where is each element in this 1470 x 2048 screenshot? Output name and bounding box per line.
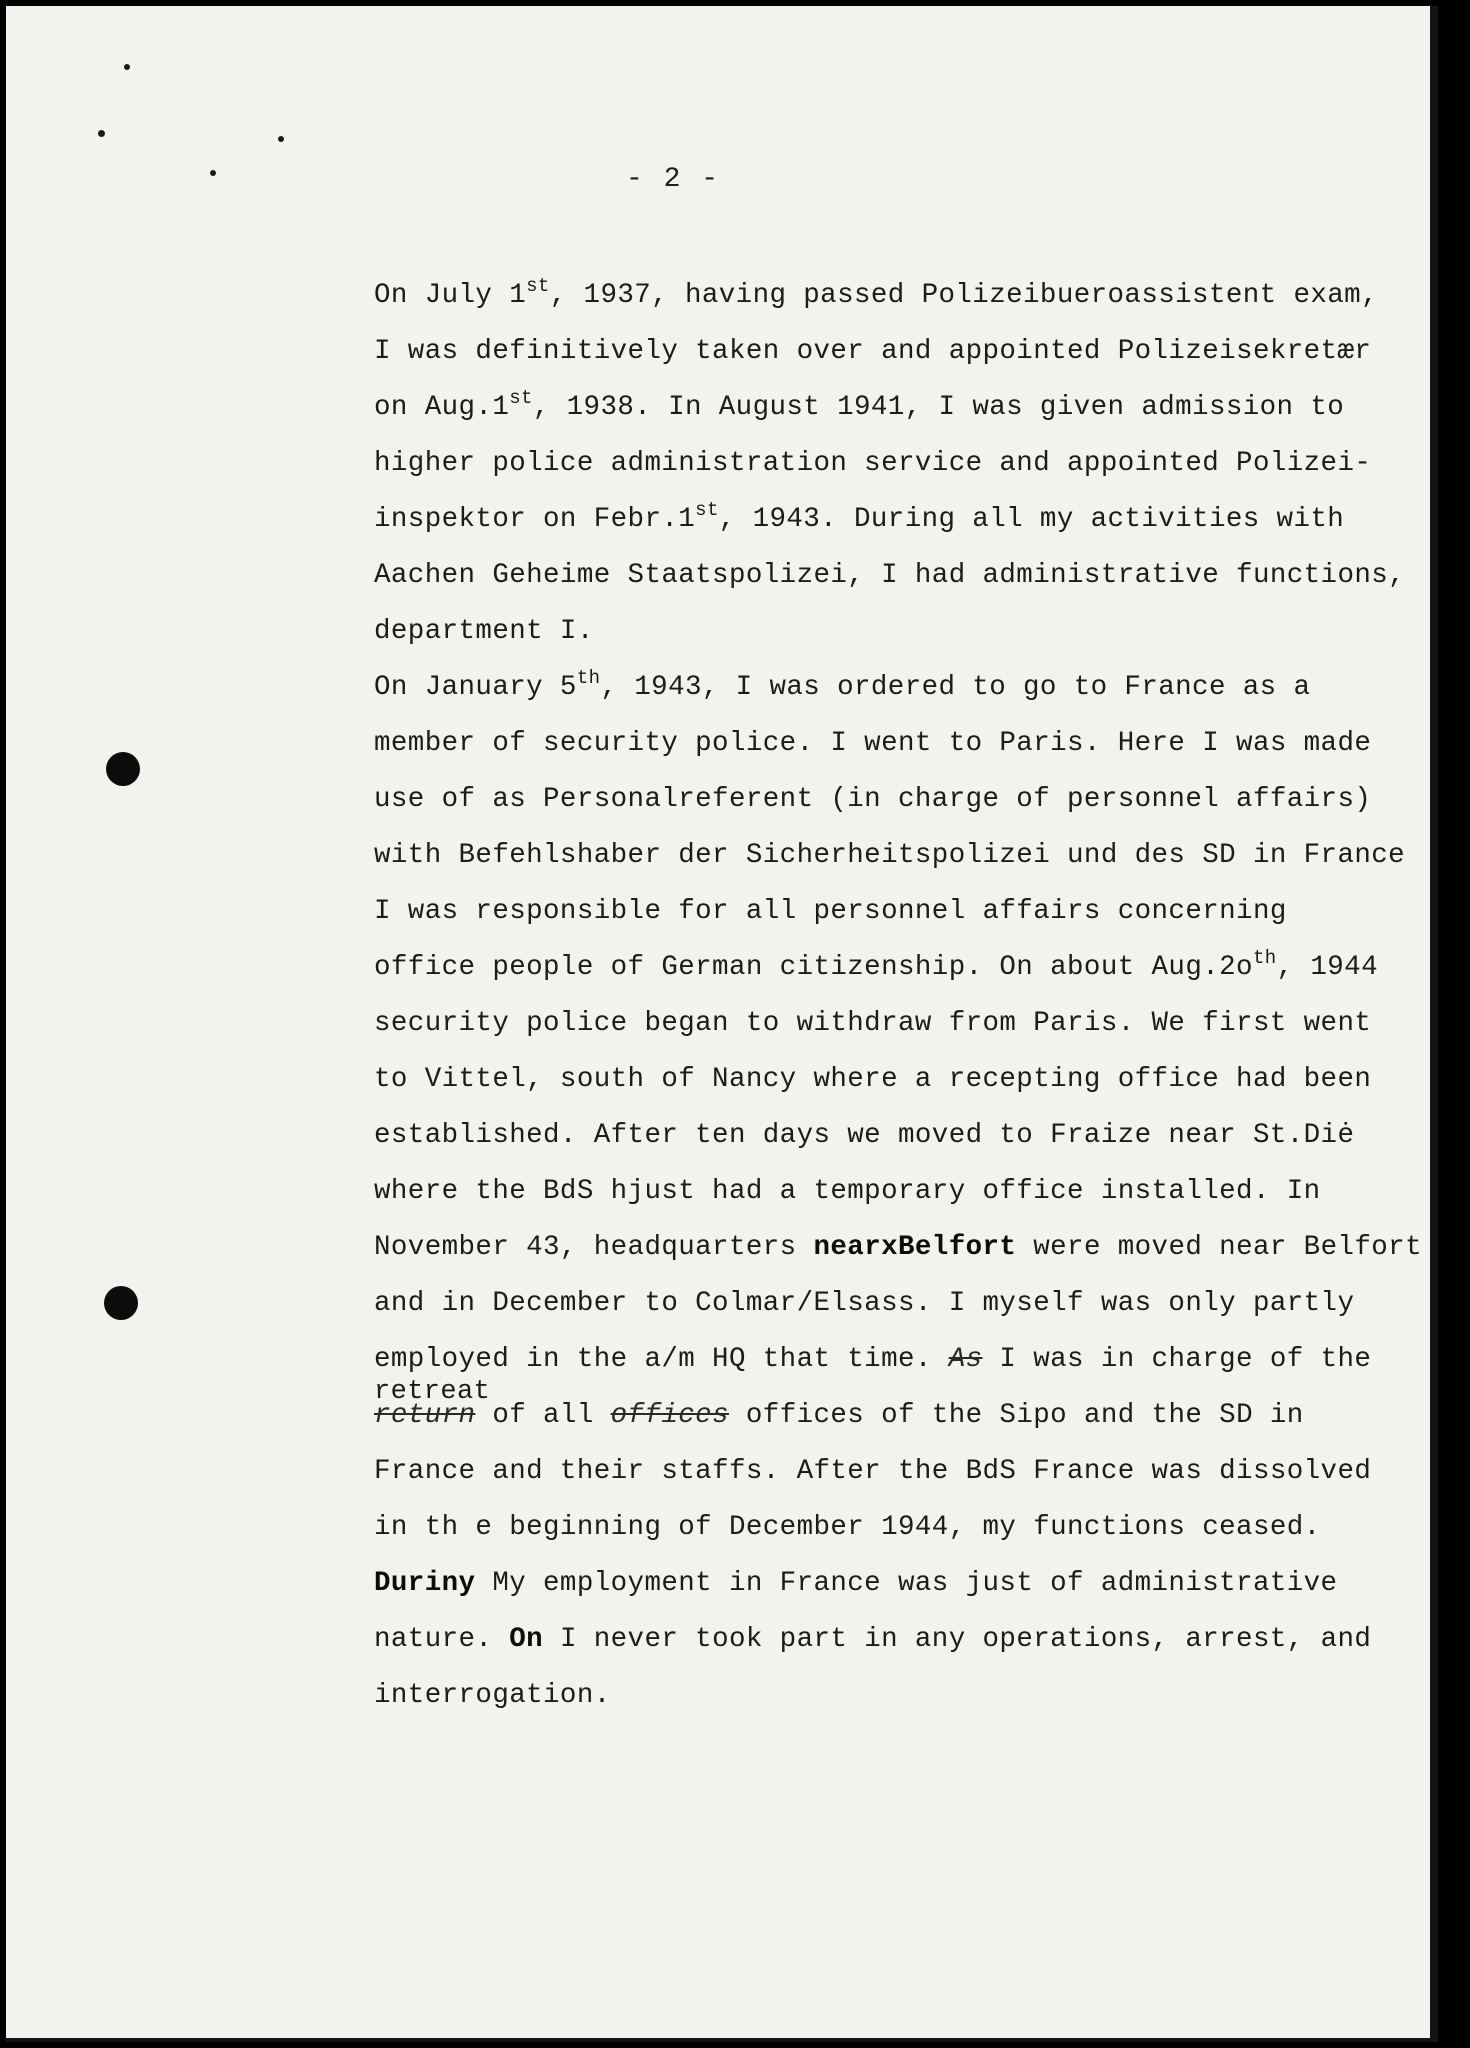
ink-speck xyxy=(124,64,130,70)
text-line: and in December to Colmar/Elsass. I myself was only partly xyxy=(374,1288,1355,1319)
text-line: where the BdS hjust had a temporary office installed. In xyxy=(374,1176,1321,1207)
text-line: to Vittel, south of Nancy where a recepting office had been xyxy=(374,1064,1372,1095)
punch-hole-upper xyxy=(106,752,140,786)
text-line: inspektor on Febr.1st, 1943. During all my activities with xyxy=(374,499,1345,535)
text-line: higher police administration service and appointed Polizei- xyxy=(374,448,1372,479)
text-line: November 43, headquarters nearxBelfort were moved near Belfort xyxy=(374,1232,1422,1263)
page-number: - 2 - xyxy=(626,164,721,195)
struck-out-text: On xyxy=(509,1624,544,1655)
text-line: I was definitively taken over and appointed Polizeisekretær xyxy=(374,336,1372,367)
typed-letter-body xyxy=(374,268,1422,1724)
document-page xyxy=(6,6,1438,2042)
struck-out-text: Duriny xyxy=(374,1568,476,1599)
text-line: office people of German citizenship. On about $Aug.2o^{th}$, 1944 xyxy=(374,947,1378,983)
text-line: I was responsible for all personnel affairs concerning xyxy=(374,896,1287,927)
ink-speck xyxy=(278,136,284,142)
text-line: department I. xyxy=(374,616,594,647)
text-line: use of as Personalreferent (in charge of personnel affairs) xyxy=(374,784,1372,815)
interlinear-insertion: retreat xyxy=(374,1377,491,1407)
text-line: retreat return of all offices offices of the Sipo and the SD in xyxy=(374,1377,1304,1431)
text-line: established. After ten days we moved to Fraize near St.Diė xyxy=(374,1120,1355,1151)
text-line: On July 1st, 1937, having passed Polizeibueroassistent exam, xyxy=(374,275,1378,311)
text-line: with Befehlshaber der Sicherheitspolizei und des SD in France xyxy=(374,840,1406,871)
text-line: member of security police. I went to Paris. Here I was made xyxy=(374,728,1372,759)
text-line: France and their staffs. After the BdS France was dissolved xyxy=(374,1456,1372,1487)
text-line: employed in the a/m HQ that time. As I was in charge of the xyxy=(374,1344,1372,1375)
text-line: Duriny My employment in France was just of administrative xyxy=(374,1568,1338,1599)
struck-out-text: As xyxy=(948,1344,983,1375)
text-line: security police began to withdraw from Paris. We first went xyxy=(374,1008,1372,1039)
ink-speck xyxy=(210,170,216,176)
text-line: on Aug.1st, 1938. In August 1941, I was given admission to xyxy=(374,387,1345,423)
struck-out-text: nearxBelfort xyxy=(813,1232,1017,1263)
text-line: nature. On I never took part in any operations, arrest, and xyxy=(374,1624,1372,1655)
struck-out-text: return xyxy=(374,1400,476,1431)
text-line: On January 5th, 1943, I was ordered to go to France as a xyxy=(374,667,1311,703)
text-line: in th e beginning of December 1944, my functions ceased. xyxy=(374,1512,1321,1543)
ink-speck xyxy=(98,130,105,137)
punch-hole-lower xyxy=(104,1286,138,1320)
text-line: Aachen Geheime Staatspolizei, I had administrative functions, xyxy=(374,560,1406,591)
struck-out-text: offices xyxy=(610,1400,729,1431)
text-line: interrogation. xyxy=(374,1680,611,1711)
